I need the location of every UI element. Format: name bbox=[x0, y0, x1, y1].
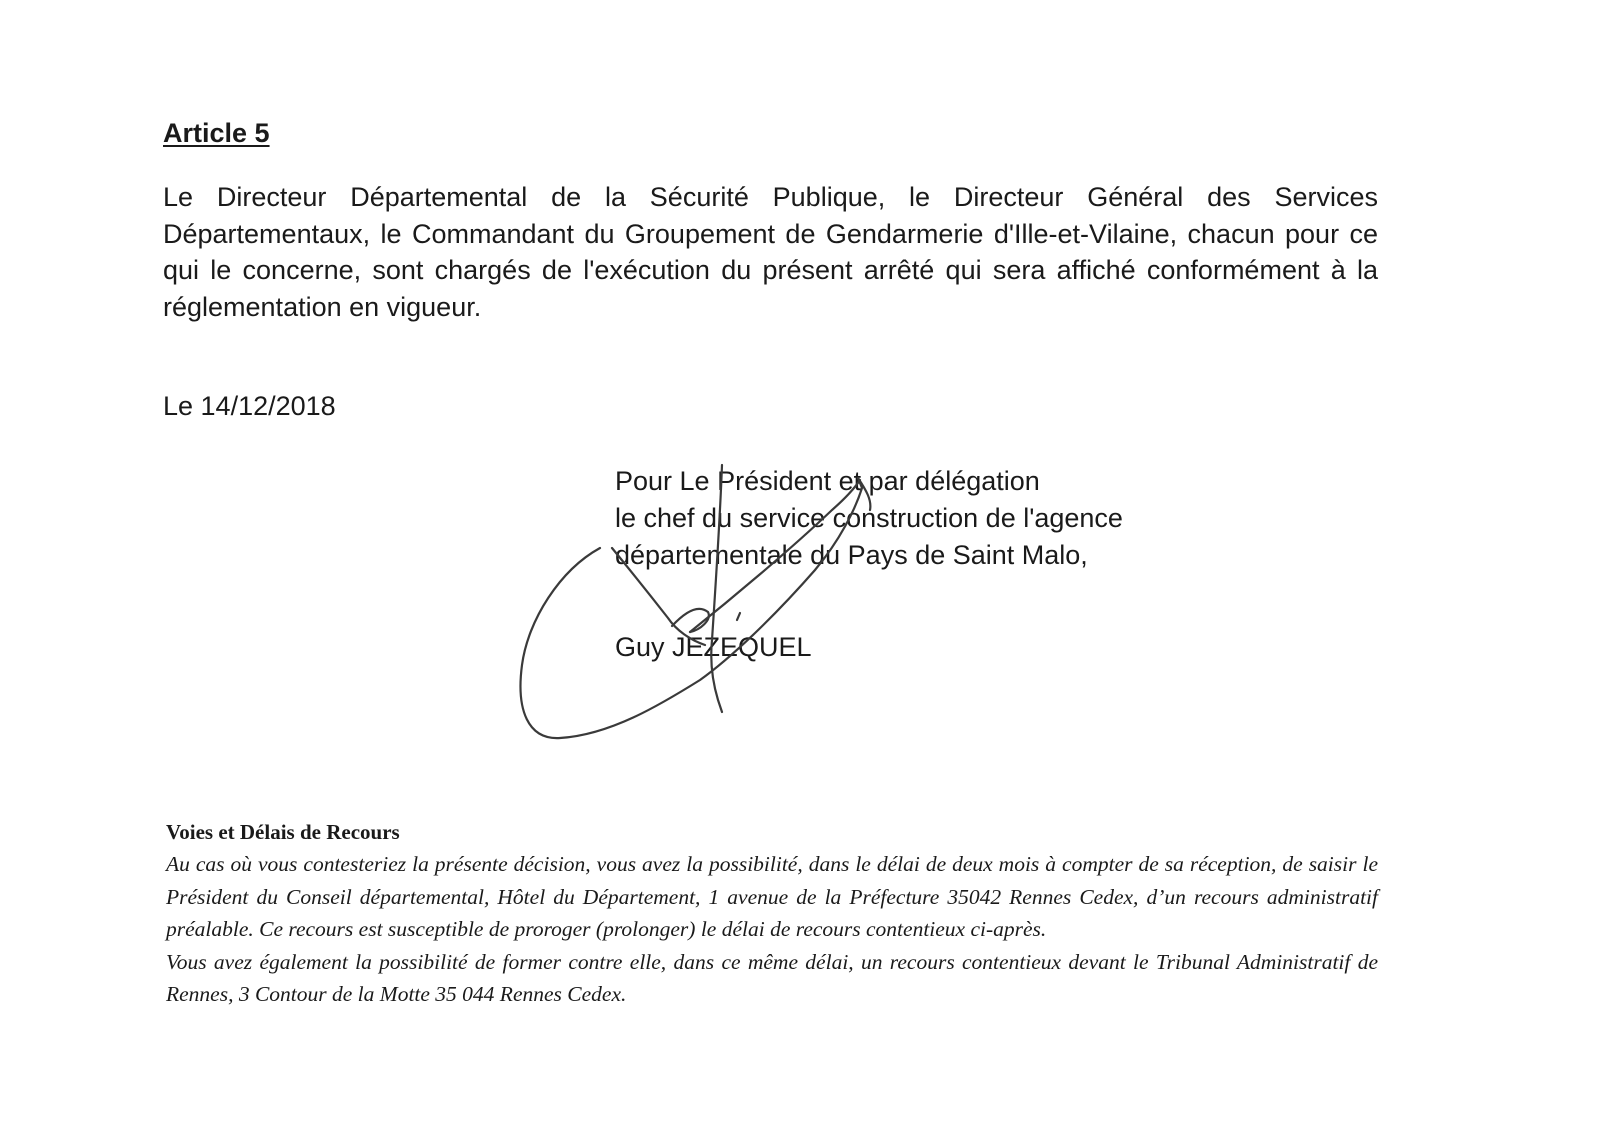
signature-block bbox=[615, 463, 1123, 574]
recours-paragraph-2: Vous avez également la possibilité de former contre elle, dans ce même délai, un recours contentieux devant le Tribunal Administratif de Rennes, 3 Contour de la Motte 35 044 Rennes Cedex. bbox=[166, 949, 1378, 1006]
recours-paragraph-1: Au cas où vous contesteriez la présente décision, vous avez la possibilité, dans le délai de deux mois à compter de sa réception, de saisir le Président du Conseil départemental, Hôtel du Département, 1 avenue de la Préfecture 35042 Rennes Cedex, d’un recours administratif préalable. Ce recours est susceptible de proroger (prolonger) le délai de recours contentieux ci-après. bbox=[166, 852, 1378, 941]
article-heading: Article 5 bbox=[163, 118, 270, 148]
recours-heading: Voies et Délais de Recours bbox=[166, 820, 400, 844]
article-body-text: Le Directeur Départemental de la Sécurité Publique, le Directeur Général des Services Départementaux, le Commandant du Groupement de Gendarmerie d'Ille-et-Vilaine, chacun pour ce qui le concerne, sont chargés de l'exécution du présent arrêté qui sera affiché conformément à la réglementation en vigueur. bbox=[163, 182, 1378, 322]
delegation-line: Pour Le Président et par délégation bbox=[615, 466, 1040, 496]
service-line: le chef du service construction de l'agence bbox=[615, 503, 1123, 533]
recours-body bbox=[166, 848, 1378, 1011]
date-line: Le 14/12/2018 bbox=[163, 391, 336, 421]
agency-line: départementale du Pays de Saint Malo, bbox=[615, 540, 1088, 570]
signatory-name: Guy JEZEQUEL bbox=[615, 632, 812, 662]
